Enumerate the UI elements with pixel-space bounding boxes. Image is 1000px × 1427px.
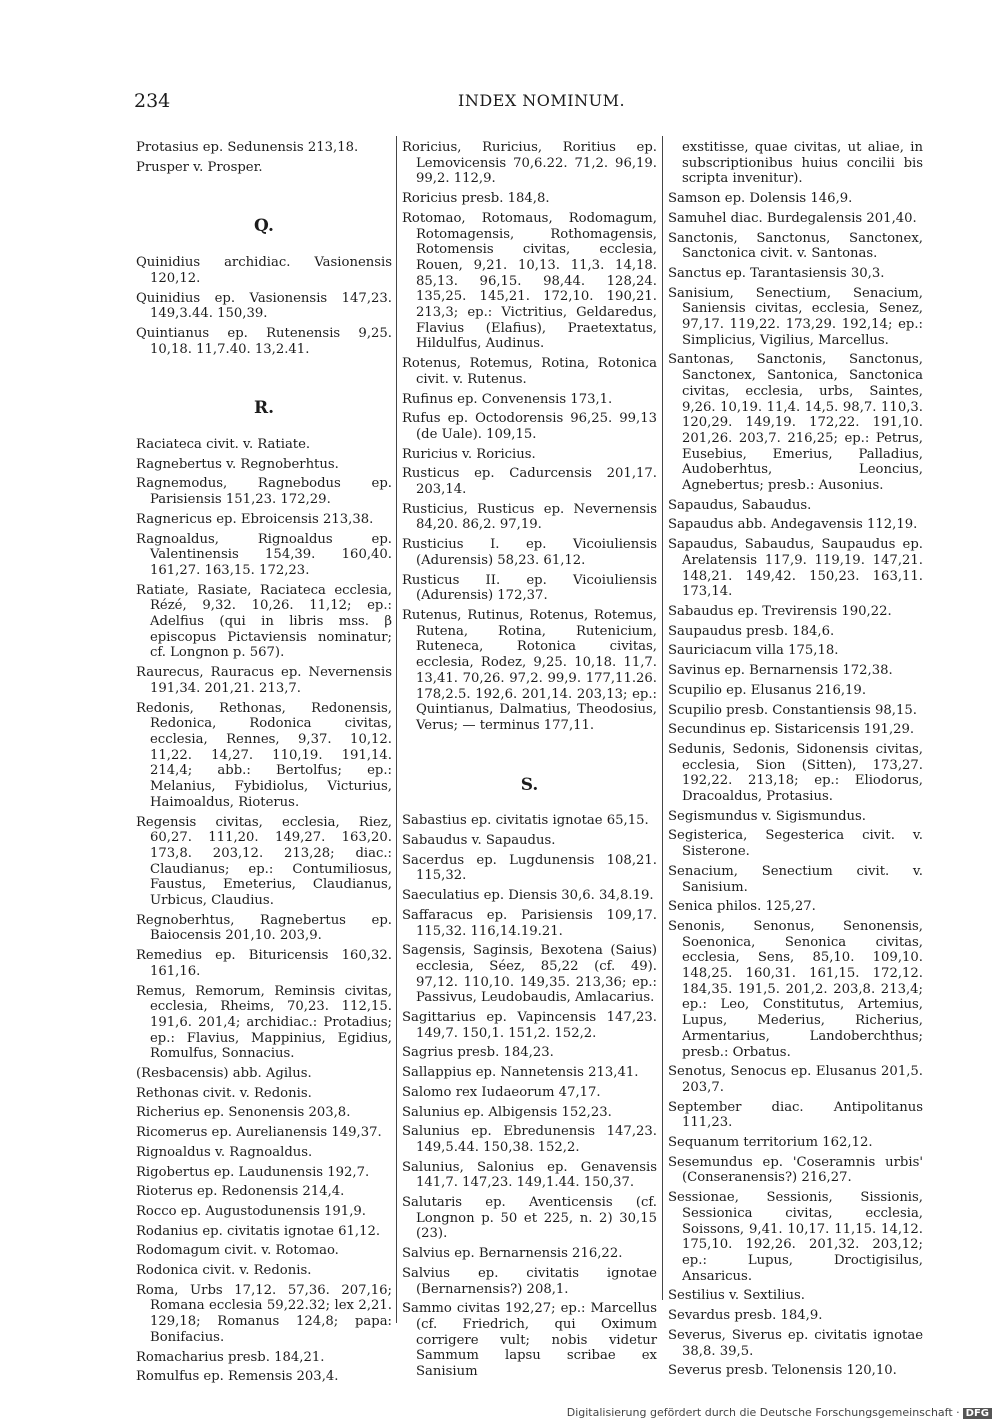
index-column-1 [136, 140, 392, 1389]
index-entry: Rignoaldus v. Ragnoaldus. [136, 1144, 313, 1160]
index-entry: Roma, Urbs 17,12. 57,36. 207,16; Romana ecclesia 59,22.32; lex 2,21. 129,18; Romanus 124,8; papa: Bonifacius. [136, 1282, 392, 1345]
index-entry: Quintianus ep. Rutenensis 9,25. 10,18. 11,7.40. 13,2.41. [136, 325, 392, 357]
index-entry: Rethonas civit. v. Redonis. [136, 1085, 312, 1101]
index-entry: Sesemundus ep. 'Coseramnis urbis' (Conseranensis?) 216,27. [668, 1154, 923, 1186]
index-entry: Roricius presb. 184,8. [402, 191, 550, 207]
index-entry: Rusticius I. ep. Vicoiuliensis (Adurensis) 58,23. 61,12. [402, 537, 657, 568]
footer-text: Digitalisierung gefördert durch die Deutsche Forschungsgemeinschaft · [566, 1406, 960, 1419]
index-entry: Sequanum territorium 162,12. [668, 1135, 873, 1151]
index-entry: Savinus ep. Bernarnensis 172,38. [668, 663, 893, 679]
index-entry: Salunius ep. Albigensis 152,23. [402, 1104, 612, 1120]
index-entry: Remus, Remorum, Reminsis civitas, ecclesia, Rheims, 70,23. 112,15. 191,6. 201,4; archidiac.: Protadius; ep.: Flavius, Mappinius, Egidius, Romulfus, Sonnacius. [136, 983, 392, 1062]
index-entry: Ragnebertus v. Regnoberhtus. [136, 456, 339, 472]
column-rule-left [396, 136, 397, 1323]
index-entry: Sanctonis, Sanctonus, Sanctonex, Sanctonica civit. v. Santonas. [668, 230, 923, 262]
index-entry: Senacium, Senectium civit. v. Sanisium. [668, 863, 923, 895]
index-entry: Redonis, Rethonas, Redonensis, Redonica, Rodonica civitas, ecclesia, Rennes, 9,37. 10,12. 11,22. 14,27. 110,19. 191,14. 214,4; abb.: Bertolfus; ep.: Melanius, Fybidiolus, Victurius, Haimoaldus, Rioterus. [136, 700, 392, 810]
index-entry: Saffaracus ep. Parisiensis 109,17. 115,32. 116,14.19.21. [402, 907, 657, 939]
index-entry: Rutenus, Rutinus, Rotenus, Rotemus, Rutena, Rotina, Rutenicium, Ruteneca, Rotonica civitas, ecclesia, Rodez, 9,25. 10,18. 11,7. 13,41. 70,26. 97,2. 99,9. 177,11.26. 178,2.5. 192,6. 201,14. 203,13; ep.: Quintianus, Dalmatius, Theodosius, Verus; — terminus 177,11. [402, 607, 657, 733]
index-entry: Sabastius ep. civitatis ignotae 65,15. [402, 813, 649, 829]
index-entry: Sabaudus ep. Trevirensis 190,22. [668, 603, 892, 619]
index-entry: Rotenus, Rotemus, Rotina, Rotonica civit. v. Rutenus. [402, 356, 657, 387]
index-entry: Raurecus, Rauracus ep. Nevernensis 191,34. 201,21. 213,7. [136, 665, 392, 696]
index-entry: Salunius ep. Ebredunensis 147,23. 149,5.44. 150,38. 152,2. [402, 1124, 657, 1155]
index-entry: Severus, Siverus ep. civitatis ignotae 38,8. 39,5. [668, 1327, 923, 1359]
index-entry: Segismundus v. Sigismundus. [668, 808, 866, 824]
footer-credit [567, 1406, 992, 1419]
index-entry: Roricius, Ruricius, Roritius ep. Lemovicensis 70,6.22. 71,2. 96,19. 99,2. 112,9. [402, 140, 657, 187]
index-entry: Rocco ep. Augustodunensis 191,9. [136, 1203, 366, 1219]
index-entry: Richerius ep. Senonensis 203,8. [136, 1105, 351, 1121]
index-entry: Salvius ep. civitatis ignotae (Bernarnensis?) 208,1. [402, 1265, 657, 1297]
index-entry: Rufinus ep. Convenensis 173,1. [402, 391, 613, 407]
index-entry: Raciateca civit. v. Ratiate. [136, 437, 311, 453]
index-column-3 [668, 140, 923, 1383]
index-entry-continuation: exstitisse, quae civitas, ut aliae, in subscriptionibus huius concilii bis scripta invenitur). [682, 140, 923, 187]
index-entry: Rodanius ep. civitatis ignotae 61,12. [136, 1223, 381, 1239]
running-head: INDEX NOMINUM. [458, 91, 626, 110]
index-entry: Ricomerus ep. Aurelianensis 149,37. [136, 1125, 382, 1141]
index-entry: Sallappius ep. Nannetensis 213,41. [402, 1065, 639, 1081]
index-entry: Sapaudus abb. Andegavensis 112,19. [668, 517, 918, 533]
index-entry: Sestilius v. Sextilius. [668, 1288, 805, 1304]
index-entry: Ragnemodus, Ragnebodus ep. Parisiensis 151,23. 172,29. [136, 476, 392, 508]
index-entry: Sapaudus, Sabaudus, Saupaudus ep. Arelatensis 117,9. 119,19. 147,21. 148,21. 149,42. 150,23. 163,11. 173,14. [668, 537, 923, 600]
index-entry: Segisterica, Segesterica civit. v. Sisterone. [668, 828, 923, 860]
column-rule-right [662, 136, 663, 1300]
page-number: 234 [134, 90, 171, 112]
index-entry: Rusticus II. ep. Vicoiuliensis (Adurensis) 172,37. [402, 572, 657, 604]
index-entry: Quinidius archidiac. Vasionensis 120,12. [136, 255, 392, 286]
index-entry: Ruricius v. Roricius. [402, 446, 536, 462]
index-entry: Quinidius ep. Vasionensis 147,23. 149,3.44. 150,39. [136, 290, 392, 322]
index-column-2 [402, 140, 657, 1384]
index-entry: Regensis civitas, ecclesia, Riez, 60,27. 111,20. 149,27. 163,20. 173,8. 203,12. 213,28; diac.: Claudianus; ep.: Contumiliosus, Faustus, Emeterius, Claudianus, Urbicus, Claudius. [136, 814, 392, 909]
index-entry: Rigobertus ep. Laudunensis 192,7. [136, 1164, 370, 1180]
index-entry: Sanisium, Senectium, Senacium, Saniensis civitas, ecclesia, Senez, 97,17. 119,22. 173,29. 192,14; ep.: Simplicius, Vigilius, Marcellus. [668, 285, 923, 348]
index-entry: Rufus ep. Octodorensis 96,25. 99,13 (de Uale). 109,15. [402, 411, 657, 442]
index-entry: Senonis, Senonus, Senonensis, Soenonica, Senonica civitas, ecclesia, Sens, 85,10. 109,10. 148,25. 160,31. 161,15. 172,12. 184,35. 191,5. 201,2. 203,8. 213,4; ep.: Leo, Constitutus, Artemius, Lupus, Mederius, Richerius, Armentarius, Landoberchthus; presb.: Orbatus. [668, 918, 923, 1060]
index-entry: Ragnericus ep. Ebroicensis 213,38. [136, 511, 374, 527]
index-entry: Rusticus ep. Cadurcensis 201,17. 203,14. [402, 466, 657, 498]
index-entry: Rodomagum civit. v. Rotomao. [136, 1243, 339, 1259]
index-entry: Sauriciacum villa 175,18. [668, 643, 839, 659]
index-entry: Rodonica civit. v. Redonis. [136, 1263, 312, 1279]
index-entry: Rusticius, Rusticus ep. Nevernensis 84,20. 86,2. 97,19. [402, 501, 657, 533]
section-letter: S. [520, 774, 539, 795]
index-entry: Samuhel diac. Burdegalensis 201,40. [668, 210, 917, 226]
index-entry: Ratiate, Rasiate, Raciateca ecclesia, Rézé, 9,32. 10,26. 11,12; ep.: Adelfius (qui in libris mss. β episcopus Pictaviensis nominatur; cf. Longnon p. 567). [136, 582, 392, 661]
index-entry: Scupilio ep. Elusanus 216,19. [668, 682, 867, 698]
index-entry: Sabaudus v. Sapaudus. [402, 833, 556, 849]
index-entry: Sevardus presb. 184,9. [668, 1308, 823, 1324]
index-entry: Sagittarius ep. Vapincensis 147,23. 149,7. 150,1. 151,2. 152,2. [402, 1010, 657, 1041]
index-entry: Sagensis, Saginsis, Bexotena (Saius) ecclesia, Séez, 85,22 (cf. 49). 97,12. 110,10. 149,35. 213,36; ep.: Passivus, Leudobaudis, Amlacarius. [402, 943, 657, 1006]
index-entry: Sagrius presb. 184,23. [402, 1045, 554, 1061]
index-entry: Santonas, Sanctonis, Sanctonus, Sanctonex, Santonica, Sanctonica civitas, ecclesia, urbs, Saintes, 9,26. 10,19. 11,4. 14,5. 98,7. 110,3. 120,29. 149,19. 172,22. 191,10. 201,26. 203,7. 216,25; ep.: Petrus, Eusebius, Emerius, Palladius, Audoberhtus, Leoncius, Agnebertus; presb.: Ausonius. [668, 352, 923, 494]
section-letter: R. [253, 398, 275, 419]
index-entry: Protasius ep. Sedunensis 213,18. [136, 140, 359, 155]
index-entry: (Resbacensis) abb. Agilus. [136, 1066, 312, 1082]
index-entry: Prusper v. Prosper. [136, 159, 263, 175]
index-entry: Sanctus ep. Tarantasiensis 30,3. [668, 265, 885, 281]
index-entry: Saeculatius ep. Diensis 30,6. 34,8.19. [402, 888, 654, 904]
index-entry: Sedunis, Sedonis, Sidonensis civitas, ecclesia, Sion (Sitten), 173,27. 192,22. 213,18; ep.: Eliodorus, Dracoaldus, Protasius. [668, 741, 923, 805]
index-entry: Romacharius presb. 184,21. [136, 1349, 325, 1365]
index-entry: Salunius, Salonius ep. Genavensis 141,7. 147,23. 149,1.44. 150,37. [402, 1159, 657, 1191]
index-entry: Romulfus ep. Remensis 203,4. [136, 1369, 339, 1385]
index-entry: Sapaudus, Sabaudus. [668, 497, 812, 513]
index-entry: Secundinus ep. Sistaricensis 191,29. [668, 722, 915, 738]
index-entry: Sammo civitas 192,27; ep.: Marcellus (cf. Friedrich, qui Oximum corrigere vult; nobis videtur Sammum lapsu scribae ex Sanisium [402, 1301, 657, 1380]
index-entry: Severus presb. Telonensis 120,10. [668, 1363, 897, 1379]
index-entry: Sacerdus ep. Lugdunensis 108,21. 115,32. [402, 852, 657, 884]
index-entry: Samson ep. Dolensis 146,9. [668, 191, 853, 207]
index-entry: Saupaudus presb. 184,6. [668, 623, 835, 639]
index-entry: Senica philos. 125,27. [668, 899, 816, 915]
dfg-logo: DFG [963, 1408, 992, 1419]
index-entry: Salutaris ep. Aventicensis (cf. Longnon p. 50 et 225, n. 2) 30,15 (23). [402, 1195, 657, 1242]
index-entry: Remedius ep. Bituricensis 160,32. 161,16. [136, 948, 392, 979]
index-entry: Rotomao, Rotomaus, Rodomagum, Rotomagensis, Rothomagensis, Rotomensis civitas, ecclesia, Rouen, 9,21. 10,13. 11,3. 14,18. 85,13. 96,15. 98,44. 128,24. 135,25. 145,21. 172,10. 190,21. 213,3; ep.: Victritius, Geldaredus, Flavius (Elafius), Praetextatus, Hildulfus, Audinus. [402, 210, 657, 352]
index-entry: Regnoberhtus, Ragnebertus ep. Baiocensis 201,10. 203,9. [136, 912, 392, 944]
index-entry: Salvius ep. Bernarnensis 216,22. [402, 1246, 623, 1262]
index-entry: Salomo rex Iudaeorum 47,17. [402, 1084, 601, 1100]
index-entry: Senotus, Senocus ep. Elusanus 201,5. 203,7. [668, 1064, 923, 1095]
index-entry: Ragnoaldus, Rignoaldus ep. Valentinensis 154,39. 160,40. 161,27. 163,15. 172,23. [136, 531, 392, 578]
index-entry: Sessionae, Sessionis, Sissionis, Sessionica civitas, ecclesia, Soissons, 9,41. 10,17. 11,15. 14,12. 175,10. 192,26. 201,32. 203,12; ep.: Lupus, Droctigisilus, Ansaricus. [668, 1190, 923, 1284]
index-entry: September diac. Antipolitanus 111,23. [668, 1099, 923, 1131]
index-entry: Rioterus ep. Redonensis 214,4. [136, 1184, 345, 1200]
index-entry: Scupilio presb. Constantiensis 98,15. [668, 702, 917, 718]
section-letter: Q. [254, 216, 274, 237]
